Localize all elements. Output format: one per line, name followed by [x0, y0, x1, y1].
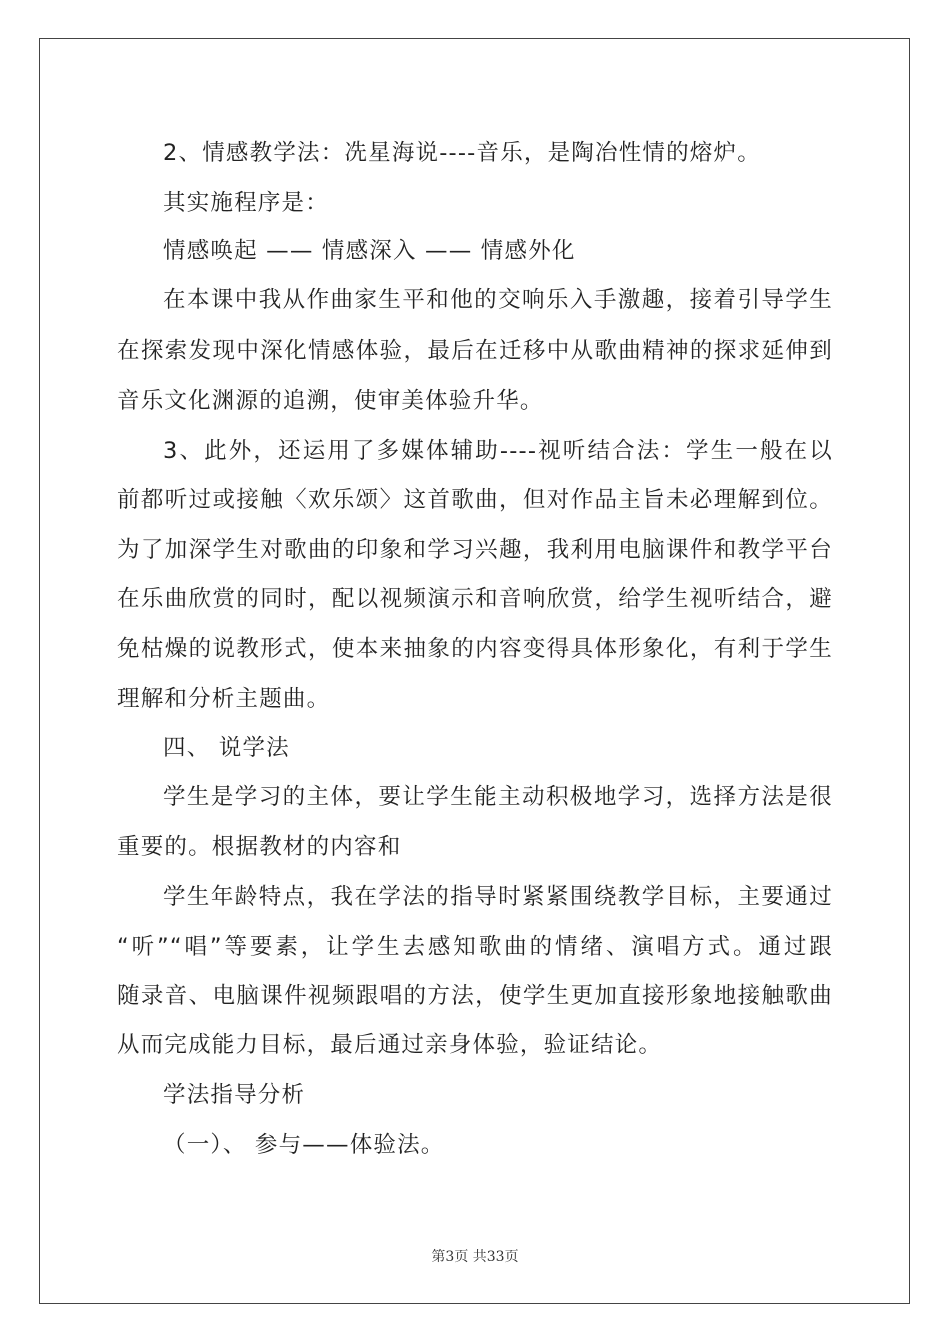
paragraph-line: 音乐文化渊源的追溯，使审美体验升华。	[117, 388, 544, 414]
paragraph-line: 从而完成能力目标，最后通过亲身体验，验证结论。	[117, 1032, 663, 1058]
paragraph-line: 其实施程序是：	[163, 190, 329, 216]
paragraph-line: 随录音、电脑课件视频跟唱的方法，使学生更加直接形象地接触歌曲	[117, 983, 833, 1009]
paragraph-line: 情感唤起 —— 情感深入 —— 情感外化	[163, 238, 576, 264]
section-heading: 四、 说学法	[163, 735, 290, 761]
paragraph-line: 在探索发现中深化情感体验，最后在迁移中从歌曲精神的探求延伸到	[117, 338, 833, 364]
subheading: （一）、 参与——体验法。	[163, 1132, 445, 1158]
paragraph-line: 在本课中我从作曲家生平和他的交响乐入手激趣，接着引导学生	[163, 287, 833, 313]
paragraph-line: 学生是学习的主体，要让学生能主动积极地学习，选择方法是很	[163, 784, 833, 810]
paragraph-line: 前都听过或接触〈欢乐颂〉这首歌曲，但对作品主旨未必理解到位。	[117, 487, 833, 513]
paragraph-line: 在乐曲欣赏的同时，配以视频演示和音响欣赏，给学生视听结合，避	[117, 586, 833, 612]
paragraph-line: 3、此外，还运用了多媒体辅助----视听结合法：学生一般在以	[163, 438, 833, 464]
paragraph-line: 为了加深学生对歌曲的印象和学习兴趣，我利用电脑课件和教学平台	[117, 537, 833, 563]
page-footer: 第3页 共33页	[431, 1249, 519, 1265]
paragraph-line: 免枯燥的说教形式，使本来抽象的内容变得具体形象化，有利于学生	[117, 636, 833, 662]
paragraph-line: 2、情感教学法：冼星海说----音乐，是陶冶性情的熔炉。	[163, 140, 761, 166]
paragraph-line: 理解和分析主题曲。	[117, 686, 331, 712]
subheading: 学法指导分析	[163, 1082, 306, 1108]
paragraph-line: 学生年龄特点，我在学法的指导时紧紧围绕教学目标，主要通过	[163, 884, 833, 910]
paragraph-line: 重要的。根据教材的内容和	[117, 834, 402, 860]
page-border	[39, 38, 910, 1304]
paragraph-line: “听”“唱”等要素，让学生去感知歌曲的情绪、演唱方式。通过跟	[117, 934, 833, 960]
